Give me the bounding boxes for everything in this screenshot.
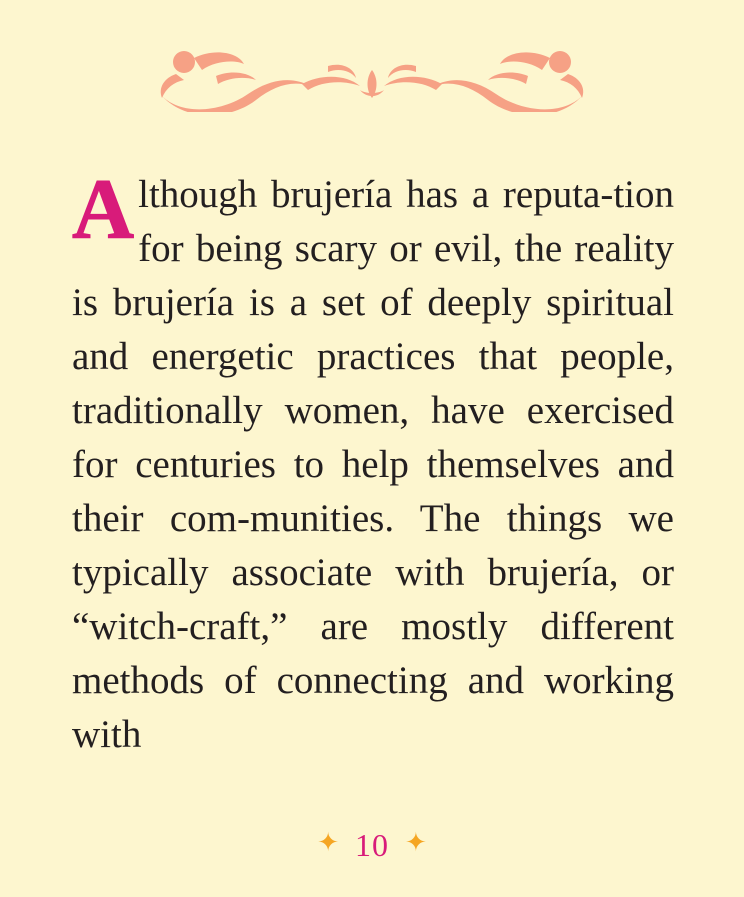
- sparkle-right-icon: ✦: [405, 828, 427, 857]
- body-text: [72, 161, 674, 762]
- page-footer: [0, 829, 744, 861]
- page-number: 10: [355, 827, 389, 863]
- drop-cap: A: [72, 161, 135, 257]
- paragraph: lthough brujería has a reputa-tion for being scary or evil, the reality is brujería is a set of deeply spiritual and energetic practices that people, traditionally women, have exercised for centuries to help themselves and their com-munities. The things we typically associate with brujería, or “witch-craft,” are mostly different methods of connecting and working with: [72, 173, 674, 756]
- sparkle-left-icon: ✦: [317, 828, 339, 857]
- floral-flourish-divider-icon: [0, 46, 744, 116]
